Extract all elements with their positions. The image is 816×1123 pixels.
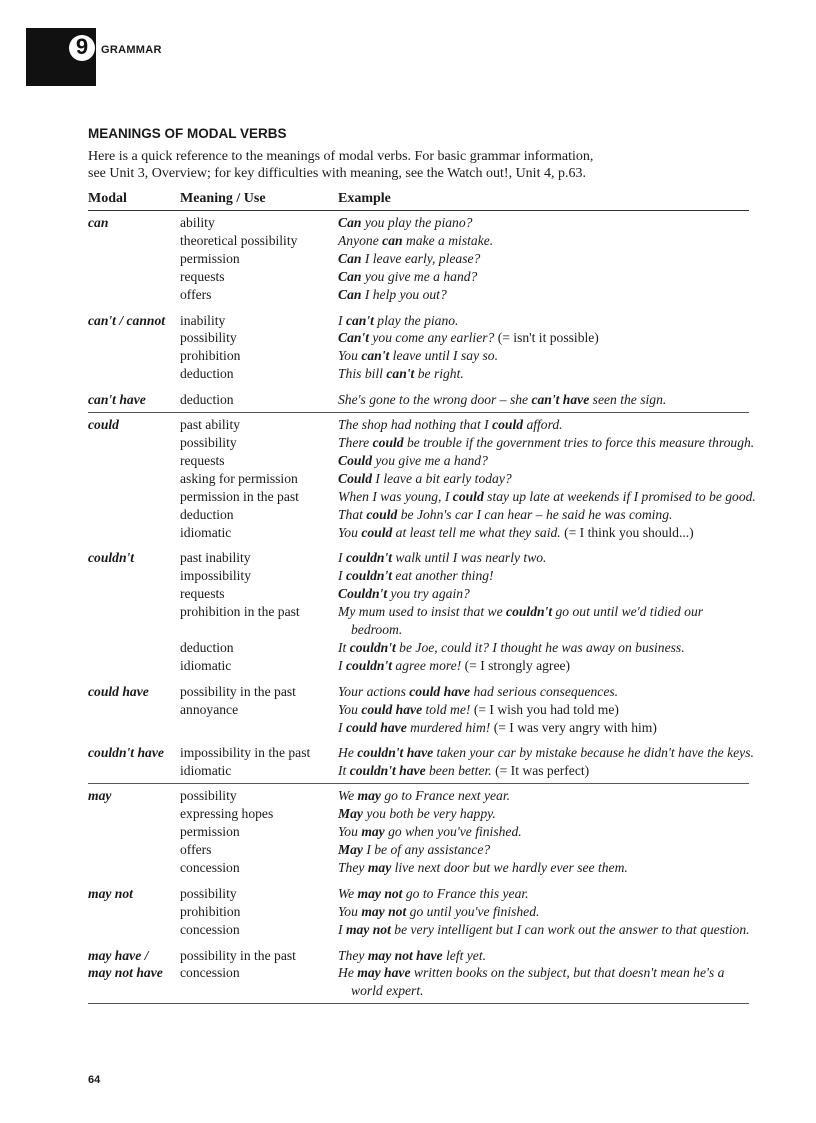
modal-cell (88, 744, 180, 780)
page-title: MEANINGS OF MODAL VERBS (88, 126, 287, 141)
modal-emphasis: could (372, 434, 404, 450)
modal-emphasis: Can't (338, 330, 369, 346)
modal-emphasis: couldn't have (349, 763, 426, 779)
meaning-item: concession (180, 965, 240, 981)
example-cell (338, 947, 749, 1001)
meaning-item: possibility (180, 434, 237, 450)
example-sentence: Can you play the piano? (338, 215, 473, 230)
modal-emphasis: Could (338, 470, 372, 486)
example-sentence: Can you give me a hand? (338, 268, 478, 284)
meaning-item: permission in the past (180, 488, 299, 504)
meaning-item: possibility in the past (180, 947, 296, 963)
modal-emphasis: can't (386, 366, 415, 382)
modal-emphasis: couldn't (345, 568, 393, 584)
table-section-content (88, 413, 756, 780)
modal-verb: could have (88, 683, 149, 699)
intro-line: Here is a quick reference to the meanings of modal verbs. For basic grammar information, (88, 149, 594, 164)
modal-emphasis: Can (338, 286, 362, 302)
example-sentence: They may not have left yet. (338, 947, 486, 963)
table-row (88, 885, 749, 939)
example-sentence: world expert. (351, 983, 424, 999)
example-sentence: I can't play the piano. (338, 312, 459, 328)
meaning-item: expressing hopes (180, 806, 274, 822)
example-sentence: You may not go until you've finished. (338, 903, 540, 919)
meaning-item: past inability (180, 550, 251, 566)
section-label: GRAMMAR (101, 44, 162, 56)
meaning-item: permission (180, 250, 240, 266)
meaning-gloss: (= isn't it possible) (497, 330, 599, 346)
example-sentence: They may live next door but we hardly ever see them. (338, 859, 628, 875)
example-sentence: You can't leave until I say so. (338, 348, 498, 364)
example-cell (338, 549, 749, 674)
table-row (88, 744, 754, 780)
meaning-item: impossibility (180, 568, 252, 584)
modal-cell (88, 549, 180, 674)
modal-cell (88, 683, 180, 737)
table-section-content (88, 784, 749, 1000)
table-row (88, 391, 749, 409)
modal-emphasis: couldn't have (357, 745, 434, 761)
modal-emphasis: could (452, 488, 484, 504)
modal-verb: couldn't have (88, 745, 164, 761)
meaning-cell (180, 416, 338, 541)
example-cell (338, 787, 749, 877)
modal-emphasis: Could (338, 452, 372, 468)
meaning-cell (180, 885, 338, 939)
modal-emphasis: could (361, 524, 393, 540)
meaning-item: deduction (180, 506, 234, 522)
modal-cell (88, 391, 180, 409)
meaning-item: possibility (180, 885, 237, 901)
modal-emphasis: May (338, 842, 363, 857)
example-cell (338, 683, 749, 737)
modal-emphasis: can't have (531, 392, 590, 408)
meaning-item: concession (180, 921, 240, 937)
meaning-item: inability (180, 312, 226, 328)
meaning-gloss: (= I strongly agree) (464, 657, 571, 673)
meaning-cell (180, 947, 338, 1001)
intro-paragraph (88, 148, 748, 182)
table-section (88, 784, 749, 1004)
table-row (88, 214, 749, 304)
example-sentence: She's gone to the wrong door – she can't have seen the sign. (338, 392, 667, 408)
example-cell (338, 885, 750, 939)
modal-emphasis: could have (409, 683, 471, 699)
table-row (88, 312, 749, 384)
meaning-item: offers (180, 286, 212, 302)
table-body (88, 211, 756, 1004)
example-cell (338, 312, 749, 384)
column-header-modal: Modal (88, 191, 127, 206)
modal-emphasis: could have (345, 719, 407, 735)
modal-emphasis: Can (338, 215, 362, 230)
example-sentence: Can I leave early, please? (338, 250, 481, 266)
modal-verb: may not have (88, 965, 163, 981)
meaning-item: impossibility in the past (180, 745, 311, 761)
modal-emphasis: may (361, 824, 385, 840)
modal-emphasis: May (338, 806, 363, 822)
example-sentence: Could you give me a hand? (338, 452, 488, 468)
meaning-item: past ability (180, 417, 241, 433)
modal-emphasis: may have (357, 965, 411, 981)
meaning-item: idiomatic (180, 763, 232, 779)
example-sentence: Can I help you out? (338, 286, 447, 302)
meaning-cell (180, 391, 338, 409)
modal-emphasis: could (492, 417, 524, 433)
modal-verb: could (88, 417, 119, 433)
table-row (88, 549, 749, 674)
table-section-content (88, 211, 749, 409)
example-sentence: I couldn't walk until I was nearly two. (338, 550, 547, 566)
modal-verb: may not (88, 885, 133, 901)
meaning-cell (180, 312, 338, 384)
meaning-gloss: (= I was very angry with him) (493, 719, 657, 735)
modal-emphasis: may (367, 859, 392, 875)
meaning-item: deduction (180, 366, 234, 382)
modal-cell (88, 416, 180, 541)
meaning-item: idiomatic (180, 657, 232, 673)
modal-emphasis: can't (345, 312, 374, 328)
example-sentence: That could be John's car I can hear – he said he was coming. (338, 506, 673, 522)
table-section (88, 211, 749, 413)
example-sentence: You could at least tell me what they said. (= I think you should...) (338, 524, 694, 540)
example-sentence: Could I leave a bit early today? (338, 470, 512, 486)
meaning-item: possibility (180, 330, 237, 346)
meaning-item (180, 621, 338, 639)
example-sentence: I could have murdered him! (= I was very angry with him) (338, 719, 657, 735)
modal-cell (88, 787, 180, 877)
meaning-item: asking for permission (180, 470, 298, 486)
example-sentence: You could have told me! (= I wish you had told me) (338, 701, 619, 717)
modal-verb: can't have (88, 392, 146, 408)
modal-cell (88, 312, 180, 384)
intro-line: see Unit 3, Overview; for key difficulties with meaning, see the Watch out!, Unit 4, p.63. (88, 166, 586, 181)
example-sentence: Your actions could have had serious consequences. (338, 683, 619, 699)
modal-emphasis: may not (345, 921, 391, 937)
modal-verbs-table (88, 191, 756, 1004)
modal-emphasis: couldn't (345, 657, 393, 673)
example-sentence: May I be of any assistance? (338, 842, 491, 857)
meaning-item: requests (180, 268, 225, 284)
modal-cell (88, 947, 180, 1001)
modal-emphasis: may not have (367, 947, 443, 963)
modal-emphasis: could have (361, 701, 423, 717)
modal-emphasis: Couldn't (338, 586, 388, 602)
example-sentence: We may go to France next year. (338, 788, 511, 804)
modal-emphasis: Can (338, 268, 362, 284)
table-row (88, 683, 749, 737)
example-cell (338, 416, 756, 541)
meaning-item: deduction (180, 392, 234, 408)
example-sentence: bedroom. (351, 622, 403, 638)
meaning-cell (180, 683, 338, 737)
example-sentence: I couldn't eat another thing! (338, 568, 494, 584)
meaning-item: possibility in the past (180, 683, 296, 699)
modal-verb: may (88, 788, 112, 804)
modal-emphasis: may not (361, 903, 407, 919)
meaning-cell (180, 744, 338, 780)
example-sentence: You may go when you've finished. (338, 824, 522, 840)
meaning-gloss: (= I wish you had told me) (473, 701, 619, 717)
example-sentence: I may not be very intelligent but I can work out the answer to that question. (338, 921, 750, 937)
modal-verb: can (88, 215, 109, 230)
modal-emphasis: can't (361, 348, 390, 364)
meaning-item: prohibition (180, 903, 241, 919)
example-sentence: It couldn't have been better. (= It was perfect) (338, 763, 590, 779)
meaning-item: prohibition in the past (180, 604, 300, 620)
column-header-meaning: Meaning / Use (180, 191, 266, 206)
example-sentence: This bill can't be right. (338, 366, 464, 382)
example-cell (338, 214, 749, 304)
meaning-item: annoyance (180, 701, 239, 717)
table-header (88, 191, 749, 211)
example-sentence: It couldn't be Joe, could it? I thought he was away on business. (338, 639, 685, 655)
page-number: 64 (88, 1074, 101, 1086)
example-sentence: We may not go to France this year. (338, 885, 529, 901)
example-sentence: Couldn't you try again? (338, 586, 470, 602)
unit-number-badge: 9 (69, 35, 95, 61)
modal-emphasis: Can (338, 250, 362, 266)
modal-verb: couldn't (88, 550, 135, 566)
modal-cell (88, 885, 180, 939)
meaning-item: permission (180, 824, 240, 840)
example-sentence: My mum used to insist that we couldn't go out until we'd tidied our (338, 604, 704, 620)
meaning-gloss: (= It was perfect) (495, 763, 590, 779)
meaning-item: offers (180, 842, 212, 857)
meaning-item: requests (180, 586, 225, 602)
modal-emphasis: couldn't (345, 550, 393, 566)
modal-emphasis: may not (357, 885, 403, 901)
meaning-item: concession (180, 859, 240, 875)
example-sentence: Can't you come any earlier? (= isn't it possible) (338, 330, 599, 346)
example-cell (338, 391, 749, 409)
modal-cell (88, 214, 180, 304)
modal-verb: can't / cannot (88, 312, 166, 328)
meaning-gloss: (= I think you should...) (564, 524, 694, 540)
meaning-item: prohibition (180, 348, 241, 364)
table-row (88, 787, 749, 877)
meaning-item: requests (180, 452, 225, 468)
meaning-item: ability (180, 215, 215, 230)
modal-emphasis: could (366, 506, 398, 522)
meaning-item: deduction (180, 639, 234, 655)
modal-emphasis: couldn't (506, 604, 553, 620)
modal-emphasis: couldn't (349, 639, 396, 655)
table-row (88, 947, 749, 1001)
example-sentence: I couldn't agree more! (= I strongly agree) (338, 657, 571, 673)
table-row (88, 416, 756, 541)
meaning-item: possibility (180, 788, 237, 804)
example-sentence: The shop had nothing that I could afford. (338, 417, 563, 433)
example-sentence: He may have written books on the subject, but that doesn't mean he's a (338, 965, 725, 981)
example-sentence: There could be trouble if the government tries to force this measure through. (338, 434, 755, 450)
table-section (88, 413, 756, 784)
meaning-cell (180, 787, 338, 877)
meaning-cell (180, 549, 338, 674)
example-sentence: Anyone can make a mistake. (338, 232, 494, 248)
modal-emphasis: may (357, 788, 381, 804)
modal-verb: may have / (88, 947, 149, 963)
column-header-example: Example (338, 191, 391, 206)
meaning-item: idiomatic (180, 524, 232, 540)
example-cell (338, 744, 754, 780)
example-sentence: When I was young, I could stay up late at weekends if I promised to be good. (338, 488, 756, 504)
meaning-cell (180, 214, 338, 304)
example-sentence: He couldn't have taken your car by mistake because he didn't have the keys. (338, 745, 754, 761)
meaning-item: theoretical possibility (180, 232, 298, 248)
modal-emphasis: can (382, 232, 403, 248)
example-sentence: May you both be very happy. (338, 806, 496, 822)
